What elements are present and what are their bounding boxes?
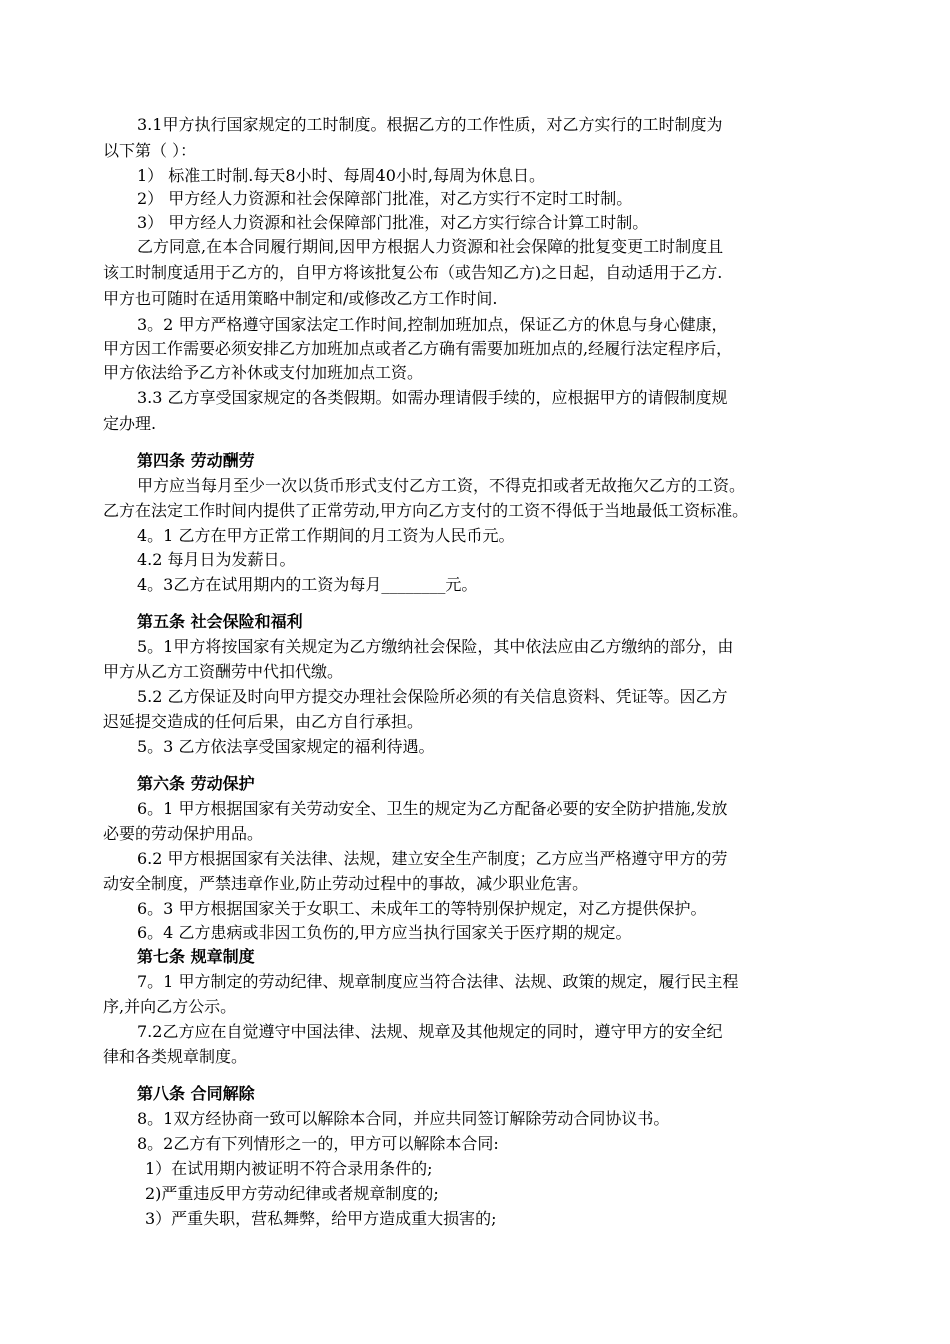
section-heading: 第四条 劳动酬劳 — [137, 451, 255, 470]
text-line: 7.2乙方应在自觉遵守中国法律、法规、规章及其他规定的同时，遵守甲方的安全纪 — [137, 1022, 723, 1041]
list-item: 3） 甲方经人力资源和社会保障部门批准，对乙方实行综合计算工时制。 — [137, 213, 649, 232]
text-line: 甲方从乙方工资酬劳中代扣代缴。 — [103, 662, 344, 681]
text-line: 该工时制度适用于乙方的，自甲方将该批复公布（或告知乙方)之日起，自动适用于乙方. — [103, 263, 723, 282]
list-item: 1） 标准工时制.每天8小时、每周40小时,每周为休息日。 — [137, 166, 545, 185]
text-line: 8。2乙方有下列情形之一的，甲方可以解除本合同: — [137, 1134, 499, 1153]
text-line: 必要的劳动保护用品。 — [103, 824, 264, 843]
text-line: 律和各类规章制度。 — [103, 1047, 248, 1066]
text-line: 6。3 甲方根据国家关于女职工、未成年工的等特别保护规定，对乙方提供保护。 — [137, 899, 707, 918]
text-line: 定办理. — [103, 414, 157, 433]
text-line: 6。1 甲方根据国家有关劳动安全、卫生的规定为乙方配备必要的安全防护措施,发放 — [137, 799, 728, 818]
list-item: 3）严重失职，营私舞弊，给甲方造成重大损害的; — [145, 1209, 497, 1228]
text-line: 动安全制度，严禁违章作业,防止劳动过程中的事故，减少职业危害。 — [103, 874, 589, 893]
section-heading: 第七条 规章制度 — [137, 947, 255, 966]
text-line: 6。4 乙方患病或非因工负伤的,甲方应当执行国家关于医疗期的规定。 — [137, 923, 632, 942]
section-heading: 第八条 合同解除 — [137, 1084, 255, 1103]
section-heading: 第五条 社会保险和福利 — [137, 612, 303, 631]
text-line: 8。1双方经协商一致可以解除本合同，并应共同签订解除劳动合同协议书。 — [137, 1109, 670, 1128]
text-line: 甲方因工作需要必须安排乙方加班加点或者乙方确有需要加班加点的,经履行法定程序后， — [103, 339, 733, 358]
list-item: 2） 甲方经人力资源和社会保障部门批准，对乙方实行不定时工时制。 — [137, 189, 633, 208]
text-line: 4。1 乙方在甲方正常工作期间的月工资为人民币元。 — [137, 526, 515, 545]
text-line: 5。3 乙方依法享受国家规定的福利待遇。 — [137, 737, 435, 756]
text-line: 乙方在法定工作时间内提供了正常劳动,甲方向乙方支付的工资不得低于当地最低工资标准。 — [103, 501, 749, 520]
text-line: 3.1甲方执行国家规定的工时制度。根据乙方的工作性质，对乙方实行的工时制度为 — [137, 115, 723, 134]
text-line: 以下第（ ）： — [103, 141, 197, 160]
text-line: 甲方依法给予乙方补休或支付加班加点工资。 — [103, 363, 424, 382]
text-line: 3。2 甲方严格遵守国家法定工作时间,控制加班加点，保证乙方的休息与身心健康， — [137, 315, 728, 334]
text-line: 3.3 乙方享受国家规定的各类假期。如需办理请假手续的，应根据甲方的请假制度规 — [137, 388, 728, 407]
text-line: 序,并向乙方公示。 — [103, 997, 237, 1016]
text-line: 乙方同意,在本合同履行期间,因甲方根据人力资源和社会保障的批复变更工时制度且 — [137, 237, 724, 256]
text-line: 甲方也可随时在适用策略中制定和/或修改乙方工作时间. — [103, 289, 498, 308]
text-line: 5。1甲方将按国家有关规定为乙方缴纳社会保险，其中依法应由乙方缴纳的部分，由 — [137, 637, 734, 656]
list-item: 1）在试用期内被证明不符合录用条件的; — [145, 1159, 433, 1178]
list-item: 2)严重违反甲方劳动纪律或者规章制度的; — [145, 1184, 439, 1203]
text-line: 4.2 每月日为发薪日。 — [137, 550, 296, 569]
text-line: 5.2 乙方保证及时向甲方提交办理社会保险所必须的有关信息资料、凭证等。因乙方 — [137, 687, 728, 706]
text-line: 6.2 甲方根据国家有关法律、法规，建立安全生产制度；乙方应当严格遵守甲方的劳 — [137, 849, 728, 868]
text-line: 迟延提交造成的任何后果，由乙方自行承担。 — [103, 712, 424, 731]
text-line: 7。1 甲方制定的劳动纪律、规章制度应当符合法律、法规、政策的规定，履行民主程 — [137, 972, 739, 991]
text-line: 4。3乙方在试用期内的工资为每月________元。 — [137, 575, 478, 594]
text-line: 甲方应当每月至少一次以货币形式支付乙方工资，不得克扣或者无故拖欠乙方的工资。 — [137, 476, 746, 495]
section-heading: 第六条 劳动保护 — [137, 774, 255, 793]
